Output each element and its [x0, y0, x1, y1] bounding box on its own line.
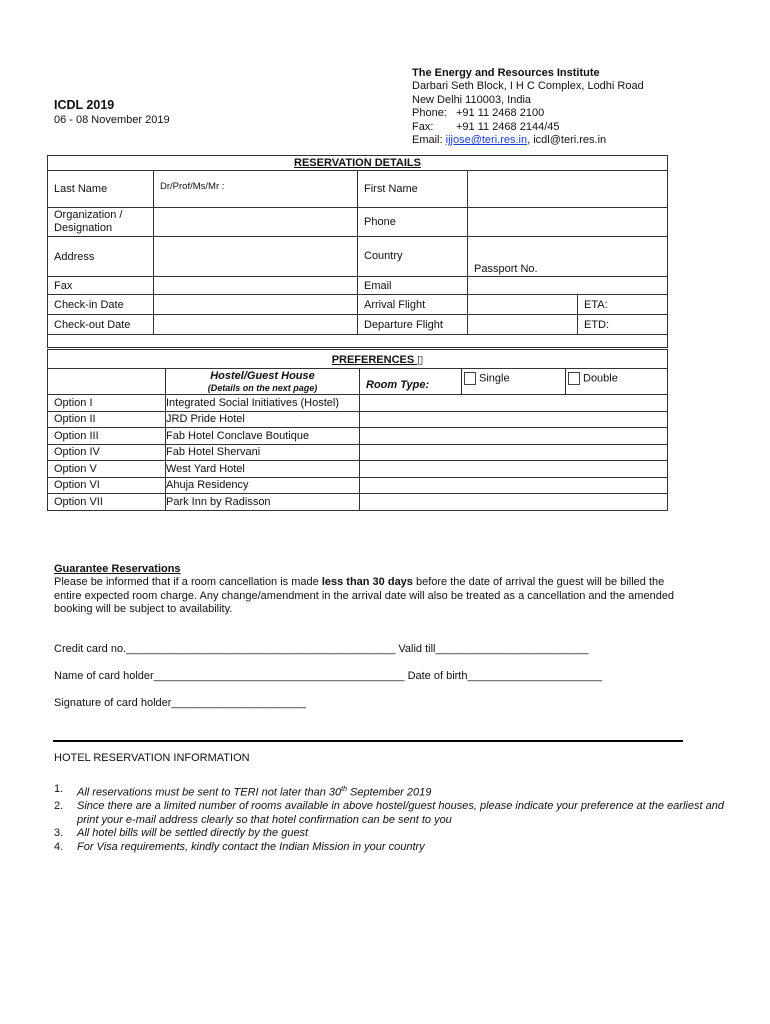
option-hotel: Ahuja Residency	[166, 477, 360, 494]
guarantee-text-bold: less than 30 days	[321, 576, 413, 588]
list-text: All hotel bills will be settled directly by the guest	[77, 827, 309, 840]
double-label: Double	[583, 372, 618, 385]
spacer-row	[48, 335, 668, 348]
list-text	[77, 783, 734, 800]
arrival-flight-field[interactable]	[468, 295, 578, 315]
first-name-label: First Name	[358, 171, 468, 208]
credit-card-field[interactable]: ____________________________________________	[126, 643, 396, 655]
checkout-label: Check-out Date	[48, 315, 154, 335]
phone-field[interactable]	[468, 208, 668, 237]
option-hotel: Fab Hotel Conclave Boutique	[166, 428, 360, 445]
reservation-header: RESERVATION DETAILS	[48, 156, 668, 171]
option-room-field[interactable]	[360, 395, 668, 412]
list-text: For Visa requirements, kindly contact the Indian Mission in your country	[77, 840, 425, 853]
option-hotel: JRD Pride Hotel	[166, 411, 360, 428]
option-room-field[interactable]	[360, 444, 668, 461]
institute-address-line2: New Delhi 110003, India	[412, 93, 532, 106]
institute-name: The Energy and Resources Institute	[412, 67, 600, 79]
checkin-field[interactable]	[154, 295, 358, 315]
list-text-b: September 2019	[346, 786, 432, 799]
address-field[interactable]	[154, 237, 358, 277]
signature-label: Signature of card holder	[54, 697, 172, 709]
phone-label: Phone:	[412, 107, 447, 120]
option-hotel: Fab Hotel Shervani	[166, 444, 360, 461]
first-name-field[interactable]	[468, 171, 668, 208]
option-room-field[interactable]	[360, 461, 668, 478]
fax-value: +91 11 2468 2144/45	[456, 120, 560, 133]
hostel-subheading: (Details on the next page)	[207, 382, 318, 393]
hostel-heading: Hostel/Guest House	[210, 369, 315, 382]
departure-flight-label: Departure Flight	[358, 315, 468, 335]
passport-label: Passport No.	[474, 263, 538, 275]
email-field[interactable]	[468, 277, 668, 295]
phone-value: +91 11 2468 2100	[456, 107, 545, 120]
arrival-flight-label: Arrival Flight	[358, 295, 468, 315]
signature-field[interactable]: ______________________	[171, 697, 307, 709]
holder-name-field[interactable]: _________________________________________	[153, 670, 405, 682]
preferences-header	[48, 350, 668, 369]
email-separator: ,	[527, 134, 531, 147]
institute-fax	[412, 121, 644, 134]
conference-title: ICDL 2019	[54, 98, 115, 112]
list-item	[54, 841, 734, 855]
guarantee-text-b: before the date of arrival the guest will be billed the entire expected room charge. Any change/amendment in the arrival date will also be treated as a cancellation and the amended booking will be subject to availability.	[54, 576, 675, 615]
list-num: 1.	[54, 783, 64, 795]
option-label: Option I	[48, 395, 166, 412]
hotel-info-list	[54, 783, 734, 854]
double-checkbox[interactable]	[568, 372, 580, 385]
conference-dates: 06 - 08 November 2019	[54, 114, 170, 126]
credit-card-line	[54, 643, 588, 655]
option-label: Option VII	[48, 494, 166, 511]
option-label: Option II	[48, 411, 166, 428]
preferences-title: PREFERENCES	[331, 353, 415, 366]
eta-label: ETA:	[584, 298, 608, 311]
last-name-label: Last Name	[48, 171, 154, 208]
pref-blank-cell	[48, 369, 166, 395]
single-label: Single	[479, 372, 510, 385]
option-label: Option VI	[48, 477, 166, 494]
hostel-heading-cell	[166, 369, 360, 395]
double-cell[interactable]	[566, 369, 668, 395]
institute-address-line1: Darbari Seth Block, I H C Complex, Lodhi Road	[412, 80, 644, 93]
email-label: Email:	[412, 134, 443, 147]
phone-label-cell: Phone	[358, 208, 468, 237]
email-label-cell: Email	[358, 277, 468, 295]
list-num: 4.	[54, 840, 64, 853]
option-hotel: Park Inn by Radisson	[166, 494, 360, 511]
guarantee-text-a: Please be informed that if a room cancellation is made	[54, 576, 322, 588]
title-hint: Dr/Prof/Ms/Mr :	[160, 181, 225, 192]
holder-name-label: Name of card holder	[54, 670, 154, 682]
divider-rule	[53, 740, 683, 742]
eta-cell[interactable]	[578, 295, 668, 315]
organization-field[interactable]	[154, 208, 358, 237]
single-checkbox[interactable]	[464, 372, 476, 385]
signature-line	[54, 697, 306, 709]
option-hotel: West Yard Hotel	[166, 461, 360, 478]
option-label: Option V	[48, 461, 166, 478]
room-type-cell	[360, 369, 462, 395]
single-cell[interactable]	[462, 369, 566, 395]
organization-label: Organization / Designation	[48, 208, 154, 237]
guarantee-title: Guarantee Reservations	[54, 563, 181, 575]
option-label: Option III	[48, 428, 166, 445]
list-num: 2.	[54, 800, 64, 813]
etd-cell[interactable]	[578, 315, 668, 335]
etd-label: ETD:	[584, 318, 610, 331]
fax-label: Fax:	[412, 120, 434, 133]
option-room-field[interactable]	[360, 428, 668, 445]
preferences-table	[47, 349, 668, 511]
list-item	[54, 827, 734, 841]
list-text: Since there are a limited number of rooms available in above hostel/guest houses, please indicate your preference at the earliest and print your e-mail address clearly so that hotel confirmation can be sent to you	[77, 800, 724, 826]
credit-card-label: Credit card no.	[54, 643, 127, 655]
room-type-label: Room Type:	[366, 379, 430, 391]
list-item	[54, 783, 734, 800]
institute-email	[412, 134, 644, 147]
passport-cell[interactable]	[468, 237, 668, 277]
guarantee-text	[54, 576, 684, 617]
fax-field[interactable]	[154, 277, 358, 295]
institute-address-block	[412, 67, 644, 147]
list-text-sup: th	[341, 786, 347, 793]
reservation-details-table	[47, 155, 668, 348]
hotel-info-title: HOTEL RESERVATION INFORMATION	[54, 752, 250, 764]
email-2: icdl@teri.res.in	[533, 134, 607, 147]
option-hotel: Integrated Social Initiatives (Hostel)	[166, 395, 360, 412]
fax-label-cell: Fax	[48, 277, 154, 295]
email-link-1[interactable]: ijjose@teri.res.in	[445, 134, 528, 147]
checkout-field[interactable]	[154, 315, 358, 335]
checkin-label: Check-in Date	[48, 295, 154, 315]
option-room-field[interactable]	[360, 494, 668, 511]
list-text-a: All reservations must be sent to TERI not later than 30	[77, 786, 342, 799]
valid-till-field[interactable]: _________________________	[435, 643, 589, 655]
last-name-field[interactable]	[154, 171, 358, 208]
card-holder-line	[54, 670, 602, 682]
address-label: Address	[48, 237, 154, 277]
valid-till-label: Valid till	[398, 643, 436, 655]
option-label: Option IV	[48, 444, 166, 461]
institute-phone	[412, 107, 644, 120]
dob-label: Date of birth	[407, 670, 468, 682]
preferences-glyph-icon: ▯	[417, 353, 424, 366]
list-item	[54, 800, 734, 827]
dob-field[interactable]: ______________________	[467, 670, 603, 682]
departure-flight-field[interactable]	[468, 315, 578, 335]
option-room-field[interactable]	[360, 411, 668, 428]
option-room-field[interactable]	[360, 477, 668, 494]
country-label: Country	[358, 237, 468, 277]
list-num: 3.	[54, 827, 64, 840]
